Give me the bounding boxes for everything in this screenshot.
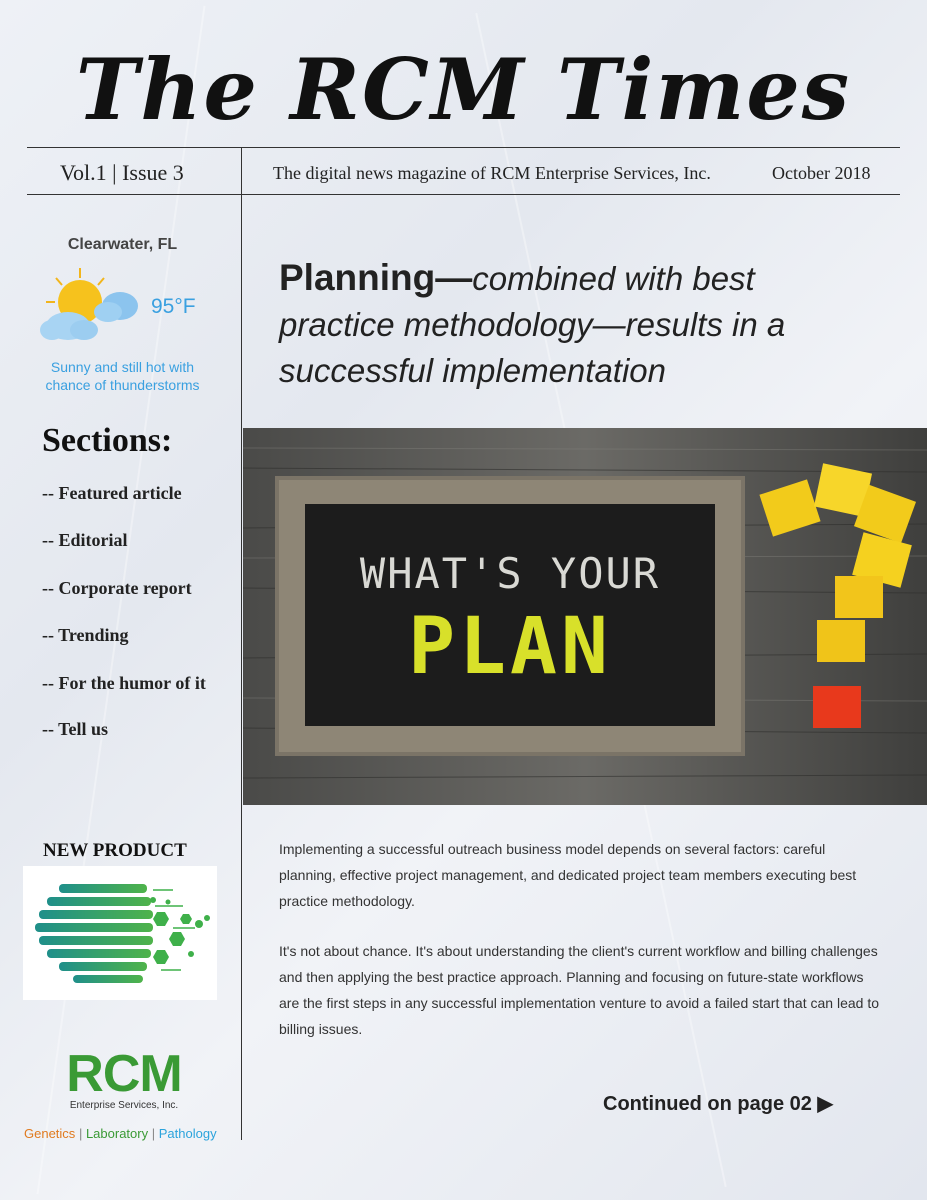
new-product-image[interactable] <box>23 866 217 1000</box>
volume: Vol.1 <box>60 160 107 185</box>
chalkboard-hero-image <box>243 428 927 805</box>
masthead-title: The RCM Times <box>75 40 852 139</box>
weather-city: Clearwater, FL <box>67 236 178 253</box>
issue-info <box>60 160 184 186</box>
chalk-line-1: WHAT'S YOUR <box>359 549 661 598</box>
rcm-logo-main: RCM <box>66 1045 182 1103</box>
rcm-logo <box>50 1045 198 1111</box>
issue-date: October 2018 <box>772 163 871 183</box>
issue-separator: | <box>112 160 117 185</box>
headline-italic: combined with best practice methodology—results in a successful implementation <box>279 260 786 389</box>
new-product-label: NEW PRODUCT <box>43 840 187 861</box>
sun-cloud-icon <box>38 266 142 346</box>
bottom-rule <box>27 194 900 195</box>
weather-temperature: 95°F <box>151 295 196 318</box>
column-divider <box>241 147 242 1140</box>
top-rule <box>27 147 900 148</box>
issue-number: Issue 3 <box>122 160 184 185</box>
continued-link[interactable]: Continued on page 02 ▶ <box>603 1093 833 1115</box>
section-link-tell-us[interactable]: -- Tell us <box>42 719 109 739</box>
product-logo-icon <box>23 866 217 1000</box>
section-link-editorial[interactable]: -- Editorial <box>42 530 128 550</box>
discipline-separator: | <box>151 1126 156 1141</box>
article-paragraph-1: Implementing a successful outreach business model depends on several factors: careful planning, effective project management, and dedicated project team members executing best practice methodology. <box>279 841 857 909</box>
discipline-separator: | <box>78 1126 83 1141</box>
sections-title: Sections: <box>42 422 173 459</box>
chalk-line-2: PLAN <box>408 602 612 692</box>
tagline: The digital news magazine of RCM Enterprise Services, Inc. <box>273 163 711 183</box>
headline-bold: Planning— <box>279 257 473 298</box>
section-link-trending[interactable]: -- Trending <box>42 625 129 645</box>
article-headline <box>279 255 879 394</box>
disciplines <box>24 1126 217 1141</box>
discipline-laboratory: Laboratory <box>85 1126 149 1141</box>
discipline-genetics: Genetics <box>24 1126 76 1141</box>
weather-forecast: Sunny and still hot with chance of thunderstorms <box>45 359 200 393</box>
article-paragraph-2: It's not about chance. It's about understanding the client's current workflow and billing challenges and then applying the best practice approach. Planning and focusing on future-state workflows are the first steps in any successful implementation venture to avoid a failed start that can lead to billing issues. <box>279 943 879 1037</box>
rcm-logo-sub: Enterprise Services, Inc. <box>69 1100 179 1111</box>
discipline-pathology: Pathology <box>158 1126 217 1141</box>
section-link-featured[interactable]: -- Featured article <box>42 483 182 503</box>
section-link-corporate[interactable]: -- Corporate report <box>42 578 192 598</box>
section-link-humor[interactable]: -- For the humor of it <box>42 673 206 693</box>
